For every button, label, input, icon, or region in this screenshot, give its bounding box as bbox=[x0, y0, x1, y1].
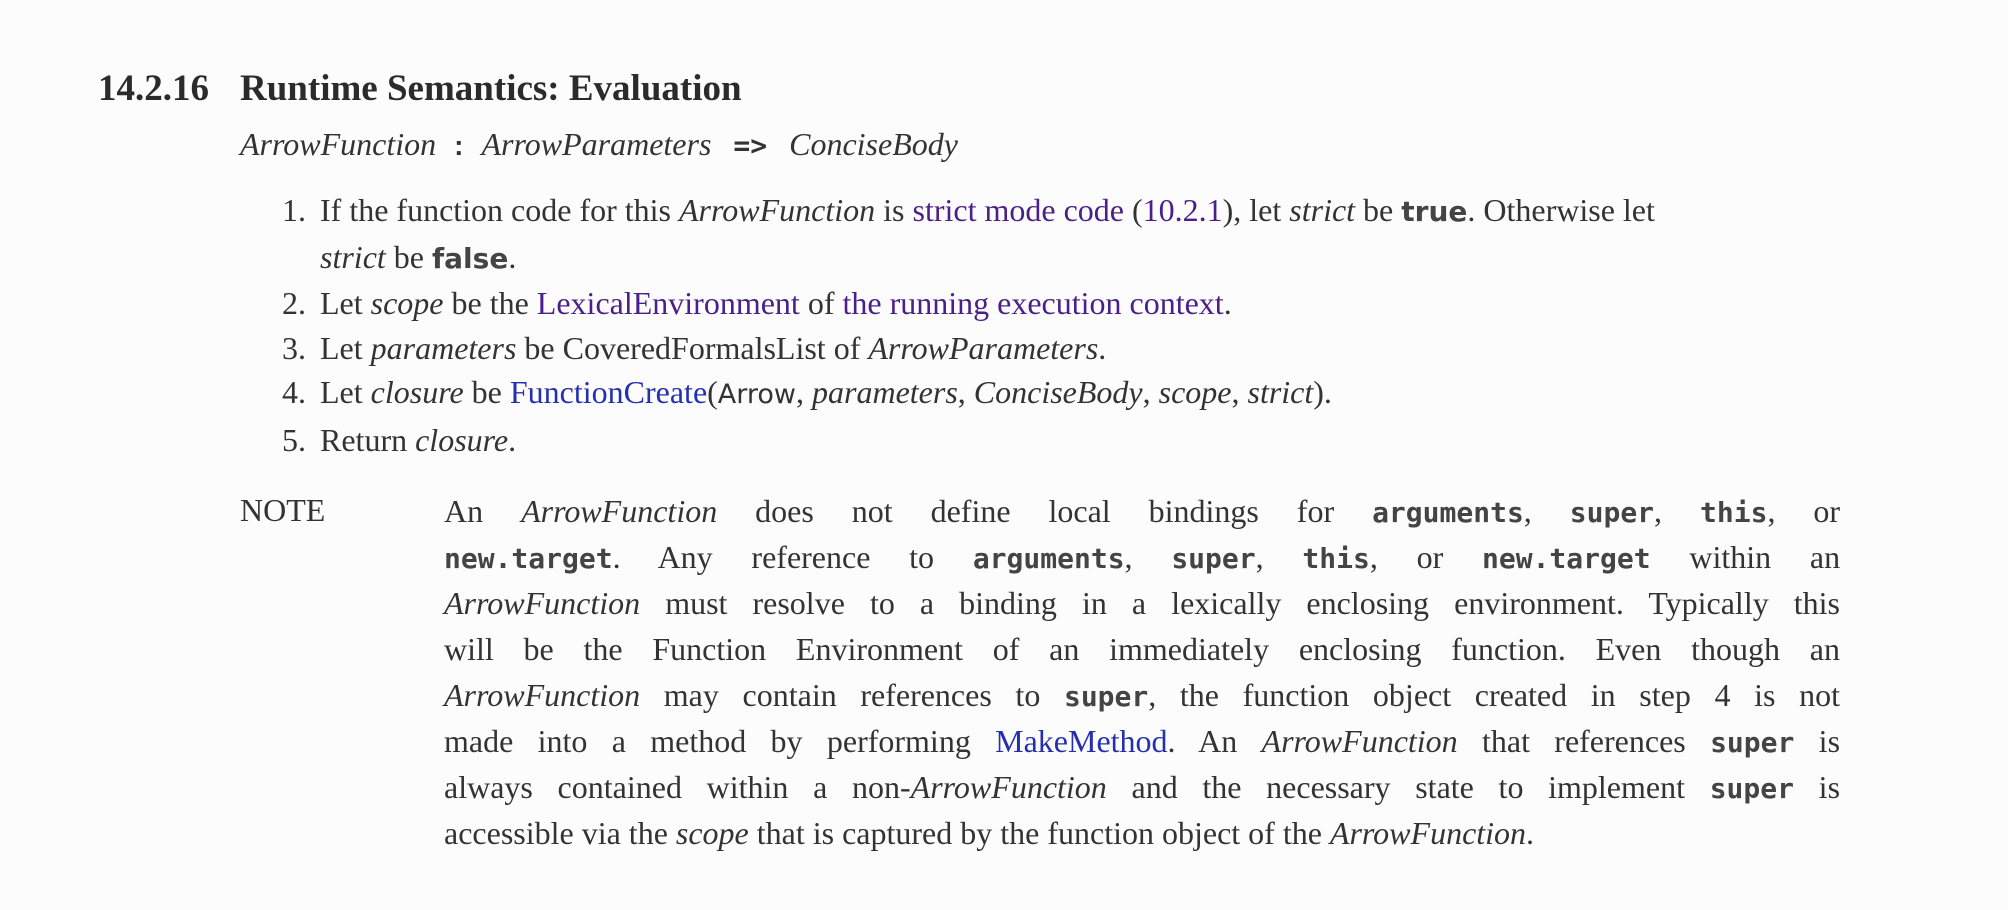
text: . Any reference to bbox=[612, 539, 935, 575]
text: , bbox=[1124, 539, 1133, 575]
step-number: 4. bbox=[282, 374, 306, 410]
note-line-8 bbox=[444, 810, 1840, 856]
algorithm-step-4 bbox=[282, 370, 1842, 418]
link-lexical-environment[interactable]: LexicalEnvironment bbox=[536, 285, 800, 321]
code-super: super bbox=[1709, 772, 1794, 805]
code-super: super bbox=[1569, 496, 1655, 529]
note-line-1 bbox=[444, 488, 1840, 534]
text: made into a method by performing bbox=[444, 723, 996, 759]
code-super: super bbox=[1171, 542, 1256, 575]
text: is bbox=[1793, 769, 1841, 805]
term-concisebody: ConciseBody bbox=[973, 374, 1143, 410]
step-number: 1. bbox=[282, 192, 306, 228]
step-number: 3. bbox=[282, 329, 306, 366]
text: be bbox=[385, 238, 432, 275]
step-4-line bbox=[320, 370, 1842, 418]
text: always contained within a non- bbox=[444, 769, 911, 805]
text: will be the Function Environment of an immediately enclosing function. Even though an bbox=[444, 631, 1840, 667]
production-rhs-parameters: ArrowParameters bbox=[481, 126, 712, 162]
link-section-10-2-1[interactable]: 10.2.1 bbox=[1142, 192, 1223, 228]
term-arrowfunction: ArrowFunction bbox=[444, 585, 641, 621]
note-label: NOTE bbox=[240, 492, 326, 528]
term-arrowfunction: ArrowFunction bbox=[1261, 723, 1458, 759]
text: . bbox=[508, 238, 517, 275]
text: If the function code for this bbox=[320, 192, 679, 228]
code-this: this bbox=[1302, 542, 1370, 575]
algorithm-steps bbox=[282, 188, 1842, 462]
var-closure: closure bbox=[370, 374, 464, 410]
text: , bbox=[1523, 493, 1532, 529]
text: , or bbox=[1369, 539, 1444, 575]
text: be CoveredFormalsList of bbox=[516, 329, 869, 366]
text: ( bbox=[707, 374, 718, 410]
var-strict: strict bbox=[1289, 192, 1356, 228]
algorithm-step-2 bbox=[282, 281, 1842, 326]
term-arrowfunction: ArrowFunction bbox=[521, 493, 718, 529]
text: be bbox=[463, 374, 510, 410]
text: Let bbox=[320, 285, 371, 321]
section-title: Runtime Semantics: Evaluation bbox=[240, 67, 742, 109]
text: that references bbox=[1457, 723, 1711, 759]
text: . bbox=[1526, 815, 1535, 851]
text: ). bbox=[1313, 374, 1332, 410]
text: does not define local bindings for bbox=[755, 493, 1335, 529]
step-1-line-2 bbox=[320, 235, 1842, 282]
term-arrowparameters: ArrowParameters bbox=[868, 329, 1099, 366]
value-false: false bbox=[431, 241, 509, 275]
code-super: super bbox=[1710, 726, 1795, 759]
term-arrowfunction: ArrowFunction bbox=[444, 677, 641, 713]
note-line-7 bbox=[444, 764, 1840, 810]
section-header bbox=[98, 67, 742, 117]
text: accessible via the bbox=[444, 815, 676, 851]
var-parameters: parameters bbox=[370, 329, 517, 366]
text: , bbox=[796, 374, 813, 410]
code-this: this bbox=[1700, 496, 1768, 529]
text: , bbox=[957, 374, 974, 410]
text: within an bbox=[1689, 539, 1841, 575]
note-line-6 bbox=[444, 718, 1840, 764]
link-strict-mode-code[interactable]: strict mode code bbox=[912, 192, 1124, 228]
var-strict: strict bbox=[320, 238, 386, 275]
var-closure: closure bbox=[415, 421, 509, 458]
text: that is captured by the function object of the bbox=[748, 815, 1330, 851]
link-make-method[interactable]: MakeMethod bbox=[995, 723, 1168, 759]
note-body bbox=[444, 488, 1840, 856]
var-scope: scope bbox=[370, 285, 444, 321]
link-function-create[interactable]: FunctionCreate bbox=[509, 374, 708, 410]
var-parameters: parameters bbox=[812, 374, 958, 410]
production-colon: : bbox=[454, 130, 464, 161]
note-line-3 bbox=[444, 580, 1840, 626]
step-1-line-1 bbox=[320, 188, 1842, 235]
code-new-target: new.target bbox=[444, 542, 613, 575]
section-number: 14.2.16 bbox=[98, 67, 209, 109]
note-line-2 bbox=[444, 534, 1840, 580]
text: be bbox=[1355, 192, 1402, 228]
text: , bbox=[1654, 493, 1663, 529]
step-5-line bbox=[320, 418, 1842, 463]
text: be the bbox=[443, 285, 537, 321]
text: Let bbox=[320, 374, 371, 410]
text: , bbox=[1255, 539, 1264, 575]
term-arrowfunction: ArrowFunction bbox=[910, 769, 1107, 805]
text: Return bbox=[320, 421, 416, 458]
text: , or bbox=[1767, 493, 1841, 529]
var-strict: strict bbox=[1247, 374, 1314, 410]
literal-arrow: Arrow bbox=[717, 379, 797, 410]
text: ), let bbox=[1222, 192, 1290, 228]
text: Let bbox=[320, 329, 371, 366]
code-new-target: new.target bbox=[1482, 542, 1651, 575]
text: . bbox=[1223, 285, 1232, 321]
text: may contain references to bbox=[640, 677, 1064, 713]
step-3-line bbox=[320, 326, 1842, 371]
code-arguments: arguments bbox=[972, 542, 1125, 575]
var-scope: scope bbox=[675, 815, 749, 851]
var-scope: scope bbox=[1158, 374, 1232, 410]
note-line-4 bbox=[444, 626, 1840, 672]
text: of bbox=[799, 285, 843, 321]
algorithm-step-1 bbox=[282, 188, 1842, 281]
code-arguments: arguments bbox=[1372, 496, 1524, 529]
text: . bbox=[1098, 329, 1107, 366]
algorithm-step-3 bbox=[282, 326, 1842, 371]
text: , bbox=[1142, 374, 1159, 410]
production-lhs: ArrowFunction bbox=[240, 126, 437, 162]
text: , bbox=[1231, 374, 1248, 410]
note-line-5 bbox=[444, 672, 1840, 718]
grammar-production bbox=[240, 126, 958, 163]
production-rhs-body: ConciseBody bbox=[789, 126, 958, 162]
text: and the necessary state to implement bbox=[1106, 769, 1710, 805]
text: An bbox=[444, 493, 484, 529]
link-running-execution-context[interactable]: the running execution context bbox=[842, 285, 1224, 321]
term-arrowfunction: ArrowFunction bbox=[679, 192, 876, 228]
code-super: super bbox=[1063, 680, 1149, 713]
term-arrowfunction: ArrowFunction bbox=[1329, 815, 1527, 851]
text: , the function object created in step 4 is not bbox=[1148, 677, 1841, 713]
step-number: 5. bbox=[282, 421, 306, 458]
production-arrow-token: => bbox=[733, 129, 768, 162]
value-true: true bbox=[1401, 195, 1468, 228]
step-number: 2. bbox=[282, 285, 306, 321]
text: . An bbox=[1167, 723, 1262, 759]
text: . Otherwise let bbox=[1467, 192, 1655, 228]
algorithm-step-5 bbox=[282, 418, 1842, 463]
step-2-line bbox=[320, 281, 1842, 326]
text: is bbox=[875, 192, 913, 228]
text: ( bbox=[1123, 192, 1143, 228]
text: must resolve to a binding in a lexically enclosing environment. Typically this bbox=[640, 585, 1840, 621]
text: . bbox=[508, 421, 517, 458]
text: is bbox=[1794, 723, 1841, 759]
